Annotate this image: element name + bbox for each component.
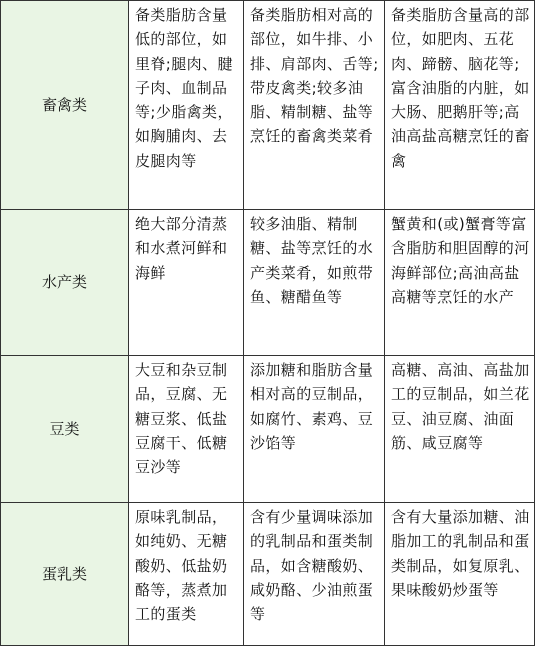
category-cell: 豆类 [1,356,129,503]
low-fat-cell: 绝大部分清蒸和水煮河鲜和海鲜 [129,210,244,356]
medium-fat-cell: 添加糖和脂肪含量相对高的豆制品，如腐竹、素鸡、豆沙馅等 [244,356,385,503]
table-row [1,1,535,210]
high-fat-cell: 含有大量添加糖、油脂加工的乳制品和蛋类制品，如复原乳、果味酸奶炒蛋等 [385,503,535,646]
low-fat-cell: 备类脂肪含量低的部位，如里脊;腿肉、腱子肉、血制品等;少脂禽类，如胸脯肉、去皮腿肉等 [129,1,244,210]
table-row [1,503,535,646]
table-row [1,356,535,503]
low-fat-cell: 原味乳制品，如纯奶、无糖酸奶、低盐奶酪等，蒸煮加工的蛋类 [129,503,244,646]
medium-fat-cell: 含有少量调味添加的乳制品和蛋类制品，如含糖酸奶、咸奶酪、少油煎蛋等 [244,503,385,646]
high-fat-cell: 高糖、高油、高盐加工的豆制品，如兰花豆、油豆腐、油面筋、咸豆腐等 [385,356,535,503]
medium-fat-cell: 备类脂肪相对高的部位，如牛排、小排、肩部肉、舌等;带皮禽类;较多油脂、精制糖、盐等烹饪的畜禽类菜肴 [244,1,385,210]
category-cell: 蛋乳类 [1,503,129,646]
table-row [1,210,535,356]
high-fat-cell: 蟹黄和(或)蟹膏等富含脂肪和胆固醇的河海鲜部位;高油高盐高糖等烹饪的水产 [385,210,535,356]
low-fat-cell: 大豆和杂豆制品，豆腐、无糖豆浆、低盐豆腐干、低糖豆沙等 [129,356,244,503]
category-cell: 畜禽类 [1,1,129,210]
category-cell: 水产类 [1,210,129,356]
high-fat-cell: 备类脂肪含量高的部位，如肥肉、五花肉、蹄髈、脑花等;富含油脂的内脏，如大肠、肥鹅肝等;高油高盐高糖烹饪的畜禽 [385,1,535,210]
medium-fat-cell: 较多油脂、精制糖、盐等烹饪的水产类菜肴，如煎带鱼、糖醋鱼等 [244,210,385,356]
